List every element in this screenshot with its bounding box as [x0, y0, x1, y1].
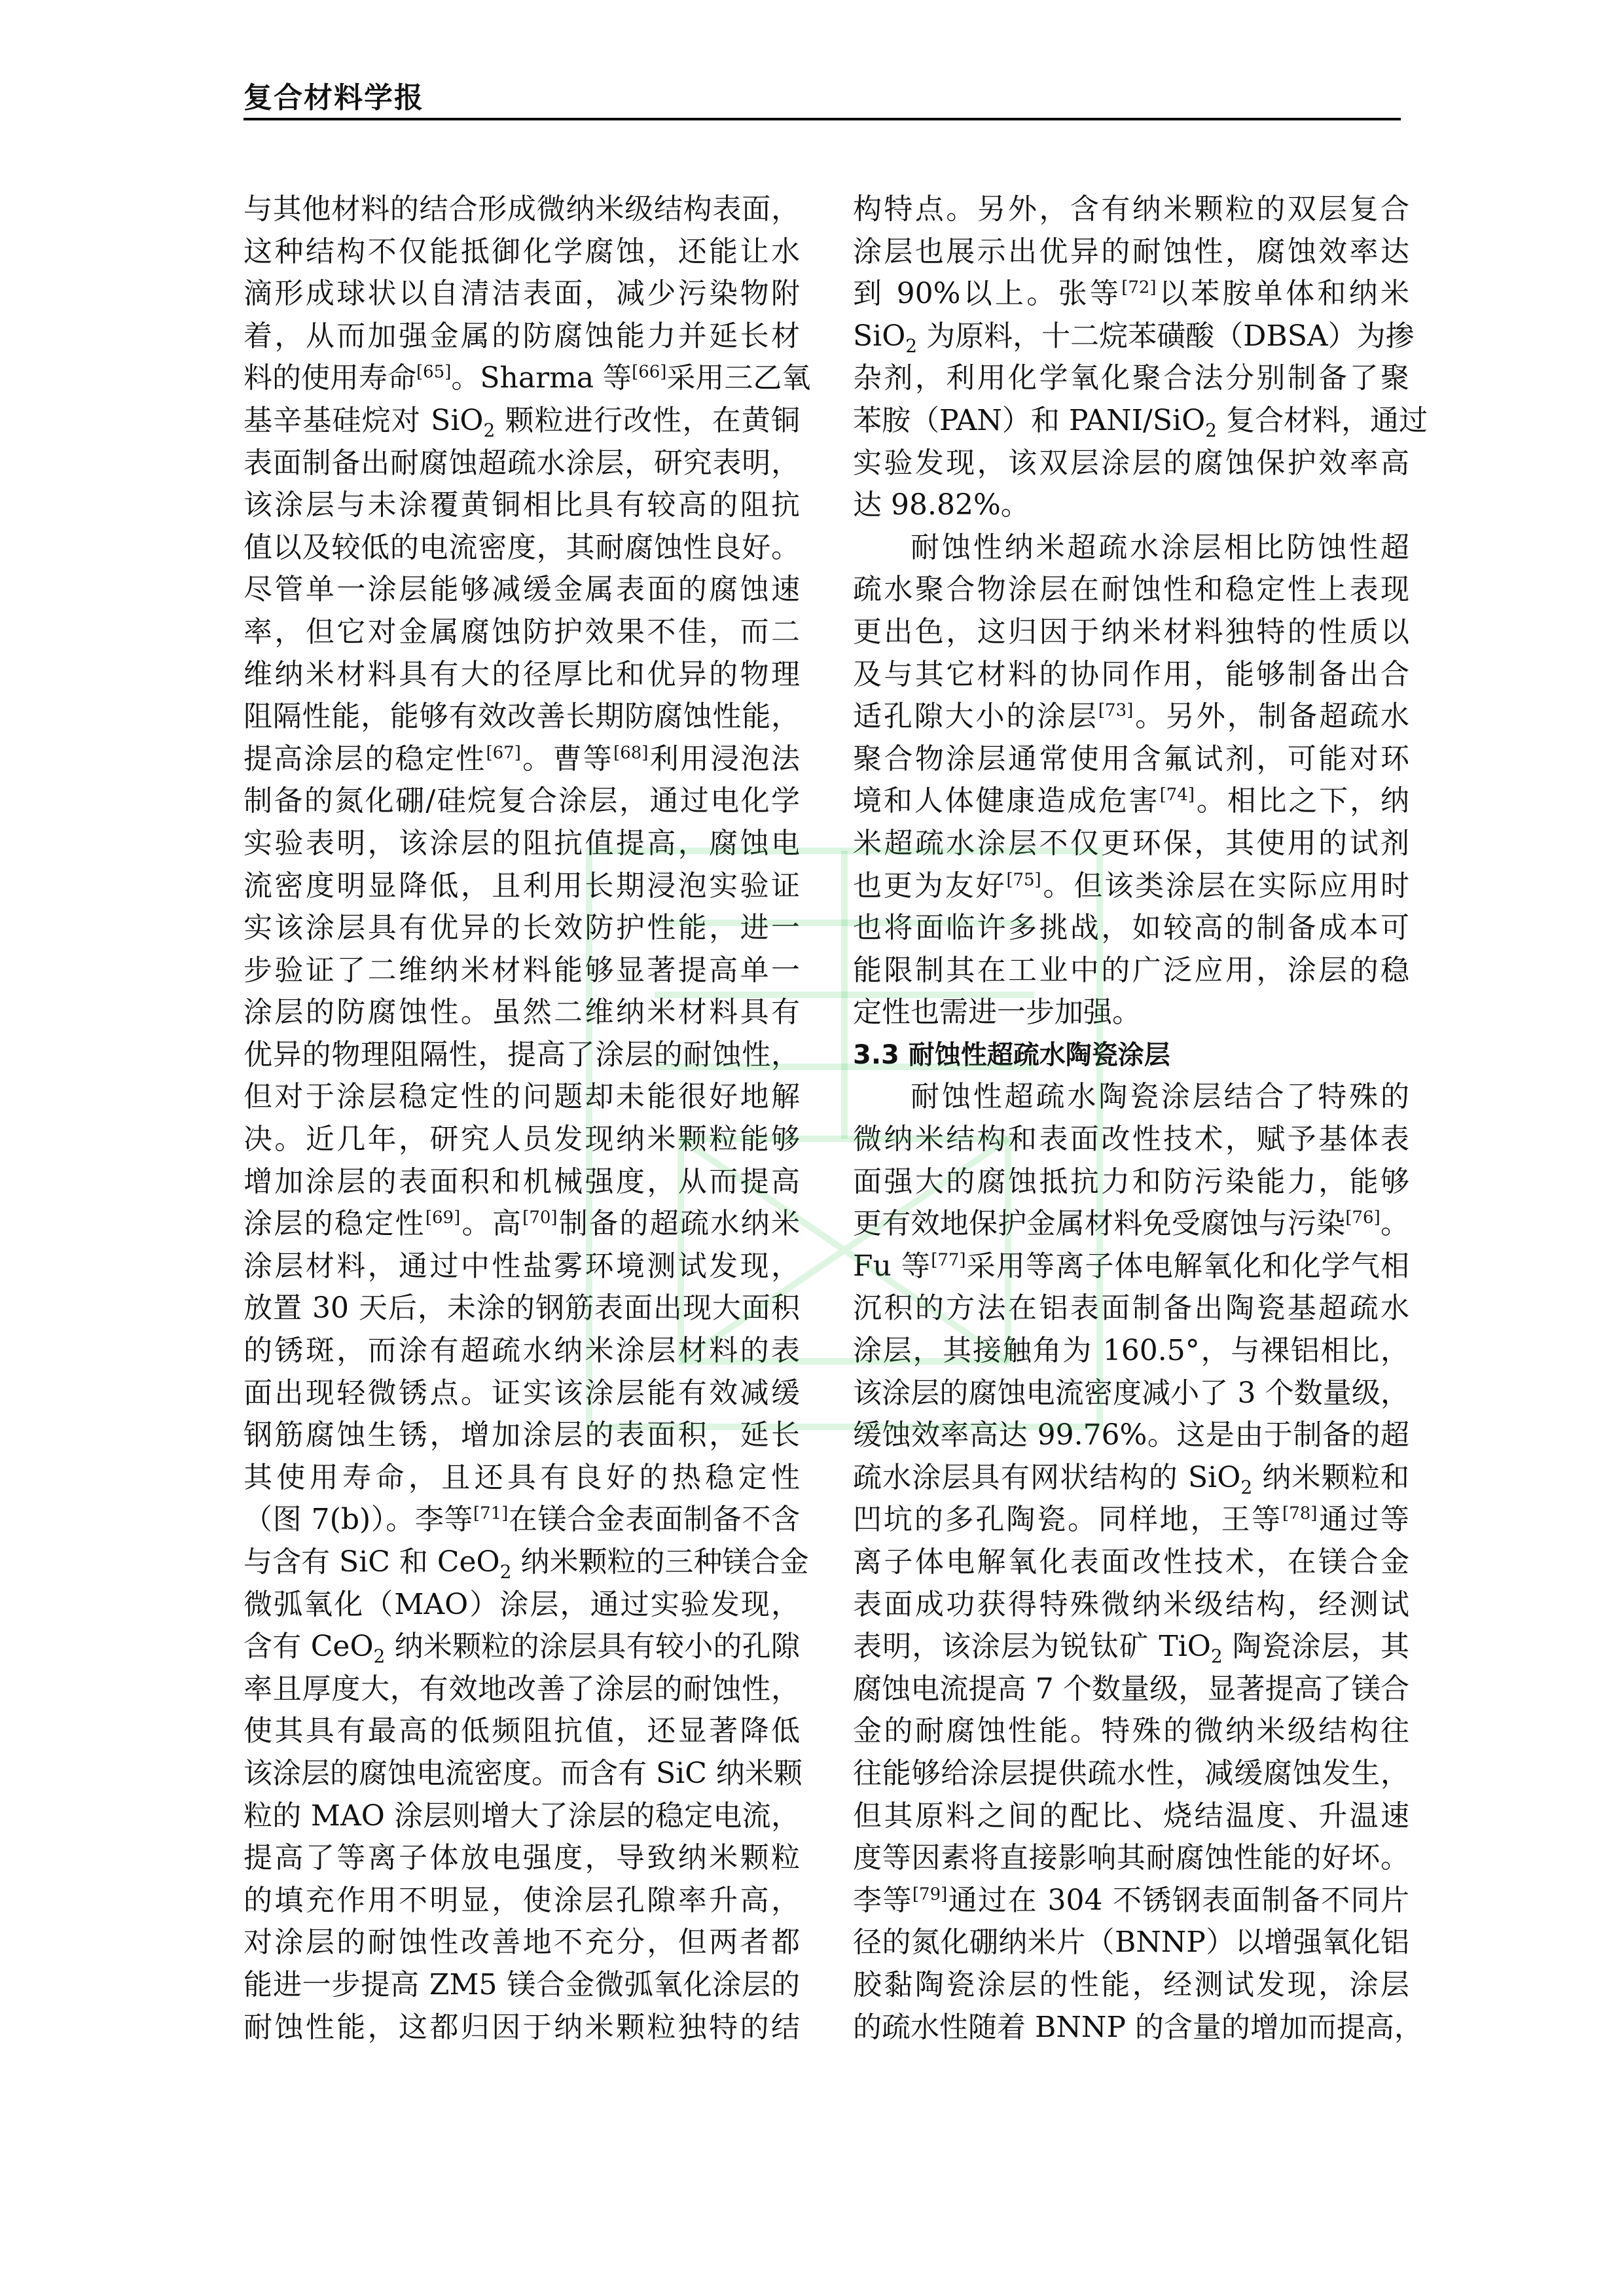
text-run: 的疏水性随着 BNNP 的含量的增加而提高，: [853, 2010, 1423, 2044]
text-run: 聚合物涂层通常使用含氟试剂，可能对环: [853, 742, 1409, 776]
citation-ref: [75]: [1006, 869, 1041, 889]
text-line: [853, 1795, 1409, 1838]
text-run: 表明，该涂层为锐钛矿 TiO: [853, 1630, 1211, 1664]
text-run: 疏水聚合物涂层在耐蚀性和稳定性上表现: [853, 573, 1409, 607]
text-run: 也将面临许多挑战，如较高的制备成本可: [853, 911, 1409, 945]
text-line: [244, 527, 800, 569]
text-run: 维纳米材料具有大的径厚比和优异的物理: [244, 657, 800, 691]
text-run: 实验发现，该双层涂层的腐蚀保护效率高: [853, 446, 1409, 480]
citation-ref: [69]: [425, 1208, 461, 1228]
citation-ref: [79]: [912, 1884, 948, 1905]
text-line: [244, 1837, 800, 1880]
text-line: [244, 1541, 809, 1584]
text-run: 以苯胺单体和纳米: [1156, 277, 1409, 311]
text-line: [853, 1626, 1409, 1668]
text-line: [244, 1203, 800, 1246]
text-line: [244, 1287, 800, 1330]
text-run: 凹坑的多孔陶瓷。同样地，王等: [853, 1503, 1283, 1537]
text-line: [244, 654, 800, 696]
text-run: 与含有 SiC 和 CeO: [244, 1545, 500, 1579]
text-line: [244, 1161, 800, 1204]
text-run: 制备的氮化硼/硅烷复合涂层，通过电化学: [244, 784, 800, 818]
text-run: 能限制其在工业中的广泛应用，涂层的稳: [853, 953, 1409, 987]
text-run: 该涂层的腐蚀电流密度。而含有 SiC 纳米颗: [244, 1756, 803, 1790]
text-run: 颗粒进行改性，在黄铜: [495, 403, 800, 437]
text-line: [853, 1076, 1409, 1119]
text-line: [853, 865, 1409, 908]
text-run: 的锈斑，而涂有超疏水纳米涂层材料的表: [244, 1334, 800, 1368]
text-run: 径的氮化硼纳米片（BNNP）以增强氧化铝: [853, 1926, 1409, 1960]
text-run: 腐蚀电流提高 7 个数量级，显著提高了镁合: [853, 1672, 1409, 1706]
running-header: [244, 71, 1401, 120]
section-heading: [853, 1034, 1409, 1077]
text-run: 阻隔性能，能够有效改善长期防腐蚀性能，: [244, 700, 800, 734]
text-run: 提高涂层的稳定性: [244, 742, 486, 776]
text-run: 更出色，这归因于纳米材料独特的性质以: [853, 615, 1409, 649]
text-run: 涂层也展示出优异的耐蚀性，腐蚀效率达: [853, 234, 1409, 268]
text-line: [244, 273, 800, 315]
right-column: [853, 188, 1428, 2049]
text-run: 为原料，十二烷苯磺酸（DBSA）为掺: [917, 319, 1415, 353]
text-run: 也更为友好: [853, 869, 1007, 903]
text-run: 表面制备出耐腐蚀超疏水涂层，研究表明，: [244, 446, 800, 480]
text-run: 。Sharma 等: [451, 361, 632, 395]
text-line: [244, 1457, 800, 1499]
text-run: 这种结构不仅能抵御化学腐蚀，还能让水: [244, 234, 800, 268]
text-line: [853, 654, 1409, 696]
text-line: [853, 1668, 1409, 1711]
text-run: 步验证了二维纳米材料能够显著提高单一: [244, 953, 800, 987]
text-line: [853, 696, 1409, 738]
text-run: 。相比之下，纳: [1194, 784, 1410, 818]
text-line: [244, 1584, 800, 1626]
text-line: [244, 992, 800, 1034]
text-line: [244, 1880, 800, 1922]
text-line: [244, 1753, 803, 1795]
text-run: 耐蚀性超疏水陶瓷涂层结合了特殊的: [911, 1080, 1409, 1114]
text-run: 面出现轻微锈点。证实该涂层能有效减缓: [244, 1376, 800, 1410]
text-line: [853, 231, 1409, 274]
text-run: 利用浸泡法: [648, 742, 801, 776]
text-line: [244, 2007, 800, 2049]
text-line: [244, 1076, 800, 1119]
text-run: 其使用寿命，且还具有良好的热稳定性: [244, 1460, 800, 1494]
text-run: 流密度明显降低，且利用长期浸泡实验证: [244, 869, 800, 903]
text-line: [853, 1499, 1409, 1541]
text-line: [853, 1246, 1409, 1288]
subscript: 2: [1210, 1645, 1223, 1667]
text-run: 往能够给涂层提供疏水性，减缓腐蚀发生，: [853, 1756, 1409, 1790]
text-line: [853, 1287, 1409, 1330]
text-line: [853, 484, 1409, 527]
text-line: [853, 1161, 1409, 1204]
text-run: 胶黏陶瓷涂层的性能，经测试发现，涂层: [853, 1967, 1409, 2001]
text-line: [853, 1922, 1409, 1964]
citation-ref: [66]: [632, 362, 667, 382]
text-run: 优异的物理阻隔性，提高了涂层的耐蚀性，: [244, 1037, 800, 1071]
text-line: [244, 907, 800, 950]
text-line: [853, 950, 1409, 992]
text-line: [244, 315, 800, 358]
text-run: 率，但它对金属腐蚀防护效果不佳，而二: [244, 615, 800, 649]
text-line: [853, 738, 1409, 781]
text-line: [244, 1626, 800, 1668]
text-line: [244, 823, 800, 865]
text-line: [853, 992, 1409, 1034]
text-line: [244, 484, 800, 527]
text-run: 制备的超疏水纳米: [557, 1207, 801, 1241]
text-run: 达 98.82%。: [853, 488, 1030, 522]
text-line: [244, 1499, 800, 1541]
text-run: 金的耐腐蚀性能。特殊的微纳米级结构往: [853, 1714, 1409, 1748]
text-run: 滴形成球状以自清洁表面，减少污染物附: [244, 277, 800, 311]
text-run: 微纳米结构和表面改性技术，赋予基体表: [853, 1122, 1409, 1157]
text-line: [244, 1119, 800, 1161]
text-line: [853, 1203, 1409, 1246]
text-run: 基辛基硅烷对 SiO: [244, 403, 484, 437]
text-run: 该涂层的腐蚀电流密度减小了 3 个数量级，: [853, 1376, 1409, 1410]
subscript: 2: [1205, 419, 1217, 441]
text-line: [853, 1753, 1409, 1795]
text-run: 境和人体健康造成危害: [853, 784, 1160, 818]
text-line: [853, 1584, 1409, 1626]
text-line: [244, 400, 800, 442]
text-line: [244, 442, 800, 485]
text-line: [244, 1795, 800, 1838]
text-run: 。: [1380, 1207, 1410, 1241]
text-run: 采用等离子体电解氧化和化学气相: [965, 1249, 1410, 1283]
text-run: 率且厚度大，有效地改善了涂层的耐蚀性，: [244, 1672, 800, 1706]
text-line: [853, 1541, 1409, 1584]
text-run: 料的使用寿命: [244, 361, 416, 395]
text-run: 在镁合金表面制备不含: [508, 1503, 801, 1537]
text-line: [853, 1414, 1409, 1457]
text-run: 离子体电解氧化表面改性技术，在镁合金: [853, 1545, 1409, 1579]
text-line: [244, 1034, 800, 1077]
text-line: [244, 1922, 800, 1964]
text-run: 表面成功获得特殊微纳米级结构，经测试: [853, 1587, 1409, 1621]
text-line: [853, 315, 1415, 358]
text-run: 。高: [460, 1207, 523, 1241]
text-run: 通过等: [1317, 1503, 1410, 1537]
text-run: 含有 CeO: [244, 1630, 374, 1664]
text-line: [853, 611, 1409, 654]
text-run: 度等因素将直接影响其耐腐蚀性能的好坏。: [853, 1841, 1409, 1875]
text-run: 复合材料，通过: [1217, 403, 1428, 437]
text-line: [244, 1414, 800, 1457]
text-line: [244, 950, 800, 992]
text-run: 该涂层与未涂覆黄铜相比具有较高的阻抗: [244, 488, 800, 522]
text-run: 实验表明，该涂层的阻抗值提高，腐蚀电: [244, 826, 800, 860]
text-run: 3.3 耐蚀性超疏水陶瓷涂层: [853, 1039, 1170, 1070]
text-run: 纳米颗粒的涂层具有较小的孔隙: [385, 1630, 800, 1664]
subscript: 2: [499, 1560, 512, 1583]
citation-ref: [74]: [1159, 785, 1195, 805]
text-line: [853, 569, 1409, 611]
text-run: 涂层的防腐蚀性。虽然二维纳米材料具有: [244, 996, 800, 1030]
text-run: 涂层材料，通过中性盐雾环境测试发现，: [244, 1249, 800, 1283]
text-line: [853, 1457, 1409, 1499]
text-line: [244, 231, 800, 274]
citation-ref: [78]: [1282, 1503, 1318, 1524]
text-run: 适孔隙大小的涂层: [853, 700, 1098, 734]
text-run: 。另外，制备超疏水: [1133, 700, 1410, 734]
text-run: 决。近几年，研究人员发现纳米颗粒能够: [244, 1122, 800, 1157]
text-run: 使其具有最高的低频阻抗值，还显著降低: [244, 1714, 800, 1748]
text-run: 钢筋腐蚀生锈，增加涂层的表面积，延长: [244, 1418, 800, 1452]
text-line: [244, 1964, 800, 2007]
text-run: 李等: [853, 1883, 912, 1917]
subscript: 2: [905, 334, 918, 357]
citation-ref: [65]: [416, 362, 452, 382]
text-run: 提高了等离子体放电强度，导致纳米颗粒: [244, 1841, 800, 1875]
text-run: 放置 30 天后，未涂的钢筋表面出现大面积: [244, 1291, 800, 1325]
text-run: 。但该类涂层在实际应用时: [1041, 869, 1410, 903]
text-line: [853, 357, 1409, 400]
text-line: [853, 188, 1409, 231]
journal-title: 复合材料学报: [244, 81, 424, 115]
text-run: 着，从而加强金属的防腐蚀能力并延长材: [244, 319, 800, 353]
text-run: 耐蚀性能，这都归因于纳米颗粒独特的结: [244, 2010, 800, 2044]
text-run: 粒的 MAO 涂层则增大了涂层的稳定电流，: [244, 1799, 800, 1833]
text-line: [853, 273, 1409, 315]
citation-ref: [68]: [613, 743, 649, 763]
text-line: [244, 357, 811, 400]
text-run: 但对于涂层稳定性的问题却未能很好地解: [244, 1080, 800, 1114]
subscript: 2: [483, 419, 496, 441]
text-line: [853, 780, 1409, 823]
text-line: [244, 1668, 800, 1711]
text-run: Fu 等: [853, 1249, 931, 1283]
text-run: 但其原料之间的配比、烧结温度、升温速: [853, 1799, 1409, 1833]
text-line: [853, 1372, 1409, 1415]
text-run: 采用三乙氧: [666, 361, 811, 395]
text-run: 杂剂，利用化学氧化聚合法分别制备了聚: [853, 361, 1409, 395]
text-line: [853, 1880, 1409, 1922]
citation-ref: [73]: [1098, 700, 1134, 721]
citation-ref: [72]: [1121, 278, 1157, 298]
text-run: 实该涂层具有优异的长效防护性能，进一: [244, 911, 800, 945]
text-line: [853, 1119, 1409, 1161]
text-line: [853, 527, 1409, 569]
text-line: [244, 1330, 800, 1372]
subscript: 2: [373, 1645, 386, 1667]
text-run: 值以及较低的电流密度，其耐腐蚀性良好。: [244, 530, 800, 564]
text-line: [244, 611, 800, 654]
text-line: [244, 569, 800, 611]
text-line: [244, 780, 800, 823]
text-line: [853, 1964, 1409, 2007]
text-line: [853, 442, 1409, 485]
text-run: 陶瓷涂层，其: [1222, 1630, 1409, 1664]
citation-ref: [76]: [1345, 1208, 1380, 1228]
text-run: 涂层，其接触角为 160.5°，与裸铝相比，: [853, 1334, 1409, 1368]
text-line: [853, 1330, 1409, 1372]
text-line: [853, 1837, 1409, 1880]
citation-ref: [70]: [522, 1208, 558, 1228]
text-line: [244, 1372, 800, 1415]
text-run: 微弧氧化（MAO）涂层，通过实验发现，: [244, 1587, 800, 1621]
text-run: 纳米颗粒和: [1252, 1460, 1409, 1494]
text-line: [853, 907, 1409, 950]
citation-ref: [77]: [931, 1250, 966, 1270]
text-line: [853, 823, 1409, 865]
text-run: 的填充作用不明显，使涂层孔隙率升高，: [244, 1883, 800, 1917]
text-run: 涂层的稳定性: [244, 1207, 425, 1241]
text-run: 构特点。另外，含有纳米颗粒的双层复合: [853, 192, 1409, 226]
text-run: 。曹等: [520, 742, 614, 776]
citation-ref: [67]: [486, 743, 521, 763]
text-run: 疏水涂层具有网状结构的 SiO: [853, 1460, 1241, 1494]
text-run: 与其他材料的结合形成微纳米级结构表面，: [244, 192, 800, 226]
text-run: 耐蚀性纳米超疏水涂层相比防蚀性超: [911, 530, 1409, 564]
text-run: 纳米颗粒的三种镁合金: [511, 1545, 809, 1579]
text-line: [244, 1246, 800, 1288]
text-run: 更有效地保护金属材料免受腐蚀与污染: [853, 1207, 1346, 1241]
text-line: [244, 696, 800, 738]
text-run: 及与其它材料的协同作用，能够制备出合: [853, 657, 1409, 691]
text-run: 通过在 304 不锈钢表面制备不同片: [947, 1883, 1409, 1917]
text-line: [244, 188, 800, 231]
text-run: 面强大的腐蚀抵抗力和防污染能力，能够: [853, 1164, 1409, 1198]
text-run: 定性也需进一步加强。: [853, 996, 1141, 1030]
text-run: SiO: [853, 319, 906, 353]
text-run: 米超疏水涂层不仅更环保，其使用的试剂: [853, 826, 1409, 860]
text-run: 到 90%以上。张等: [853, 277, 1122, 311]
citation-ref: [71]: [473, 1503, 509, 1524]
subscript: 2: [1240, 1476, 1253, 1498]
text-run: 缓蚀效率高达 99.76%。这是由于制备的超: [853, 1418, 1409, 1452]
text-run: 增加涂层的表面积和机械强度，从而提高: [244, 1164, 800, 1198]
text-line: [853, 400, 1428, 442]
left-column: [244, 188, 811, 2049]
text-run: 对涂层的耐蚀性改善地不充分，但两者都: [244, 1926, 800, 1960]
text-line: [244, 738, 800, 781]
text-run: （图 7(b)）。李等: [244, 1503, 473, 1537]
text-run: 苯胺（PAN）和 PANI/SiO: [853, 403, 1206, 437]
text-line: [853, 2007, 1423, 2049]
text-line: [244, 1710, 800, 1753]
text-line: [853, 1710, 1409, 1753]
text-line: [244, 865, 800, 908]
text-run: 能进一步提高 ZM5 镁合金微弧氧化涂层的: [244, 1967, 800, 2001]
text-run: 沉积的方法在铝表面制备出陶瓷基超疏水: [853, 1291, 1409, 1325]
text-run: 尽管单一涂层能够减缓金属表面的腐蚀速: [244, 573, 800, 607]
